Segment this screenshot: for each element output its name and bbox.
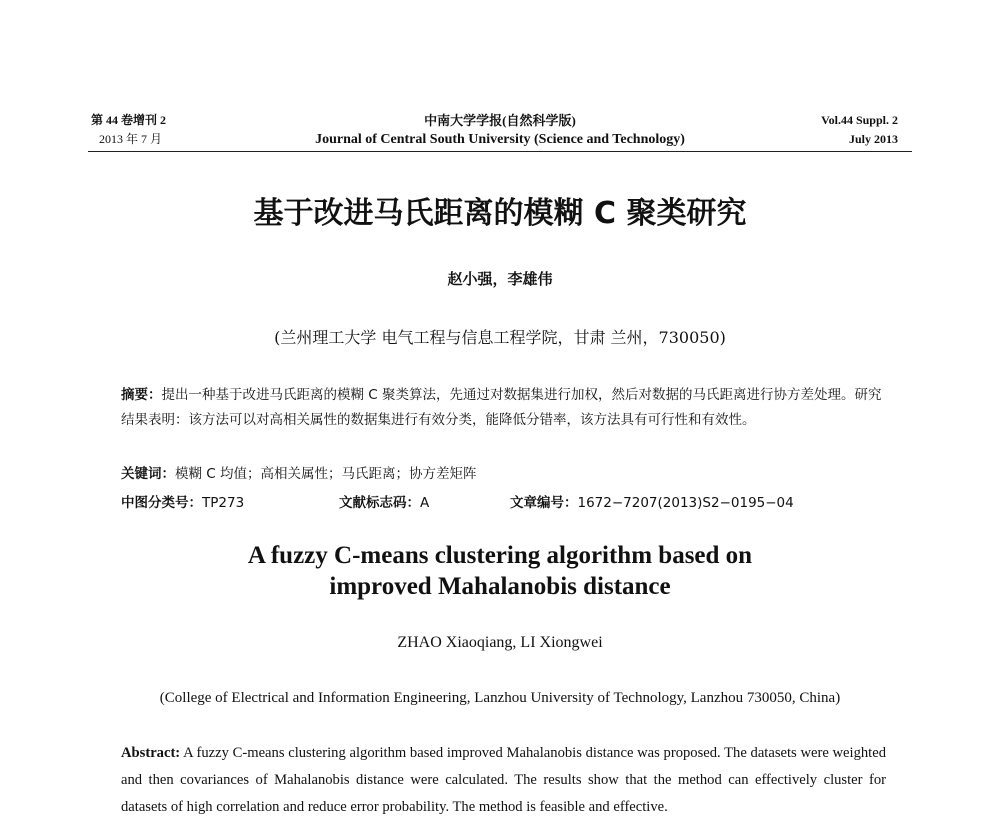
- abstract-cn-label: 摘要：: [121, 387, 162, 403]
- header-divider: [88, 151, 912, 152]
- volume-en: Vol.44 Suppl. 2: [821, 113, 898, 127]
- article-number-value: 1672−7207(2013)S2−0195−04: [577, 495, 794, 511]
- abstract-en: [121, 740, 886, 821]
- article-number: [510, 491, 794, 511]
- abstract-cn: [121, 383, 886, 433]
- abstract-cn-text: 提出一种基于改进马氏距离的模糊 C 聚类算法，先通过对数据集进行加权，然后对数据的马氏距离进行协方差处理。研究结果表明：该方法可以对高相关属性的数据集进行有效分类，能降低分错率，该方法具有可行性和有效性。: [121, 387, 882, 428]
- abstract-en-label: Abstract:: [121, 745, 181, 761]
- document-code-value: A: [420, 495, 430, 511]
- date-en: July 2013: [848, 132, 898, 146]
- clc-value: TP273: [202, 495, 245, 511]
- keywords-cn-text: 模糊 C 均值；高相关属性；马氏距离；协方差矩阵: [175, 466, 477, 482]
- clc-label: 中图分类号：: [121, 495, 202, 511]
- affiliation-en: (College of Electrical and Information Engineering, Lanzhou University of Technology, Lanzhou 730050, China): [159, 690, 841, 706]
- journal-volume-info: [91, 111, 166, 149]
- journal-name-cn: 中南大学学报(自然科学版): [424, 113, 576, 128]
- paper-title-cn: 基于改进马氏距离的模糊 C 聚类研究: [253, 196, 747, 231]
- paper-title-en-line2: improved Mahalanobis distance: [329, 573, 671, 600]
- journal-volume-info-en: [821, 111, 898, 149]
- journal-name: [250, 111, 750, 149]
- clc-number: [121, 491, 244, 511]
- paper-title-en-line1: A fuzzy C-means clustering algorithm based on: [247, 542, 753, 569]
- keywords-cn: [121, 464, 886, 484]
- article-number-label: 文章编号：: [510, 495, 578, 511]
- authors-cn: 赵小强，李雄伟: [447, 270, 553, 288]
- affiliation-cn: (兰州理工大学 电气工程与信息工程学院，甘肃 兰州，730050): [274, 328, 726, 347]
- volume-cn: 第 44 卷增刊 2: [91, 113, 167, 127]
- document-code: [339, 491, 429, 511]
- paper-title-en: [0, 540, 1000, 602]
- authors-en: ZHAO Xiaoqiang, LI Xiongwei: [397, 634, 603, 651]
- date-cn: 2013 年 7 月: [99, 132, 163, 146]
- abstract-en-text: A fuzzy C-means clustering algorithm based improved Mahalanobis distance was proposed. The datasets were weighted and then covariances of Mahalanobis distance were calculated. The results show that the method can effectively cluster for datasets of high correlation and reduce error probability. The method is feasible and effective.: [121, 745, 886, 815]
- keywords-cn-label: 关键词：: [121, 466, 175, 482]
- classification-row: [121, 491, 886, 511]
- journal-name-en: Journal of Central South University (Science and Technology): [315, 132, 685, 147]
- document-code-label: 文献标志码：: [339, 495, 420, 511]
